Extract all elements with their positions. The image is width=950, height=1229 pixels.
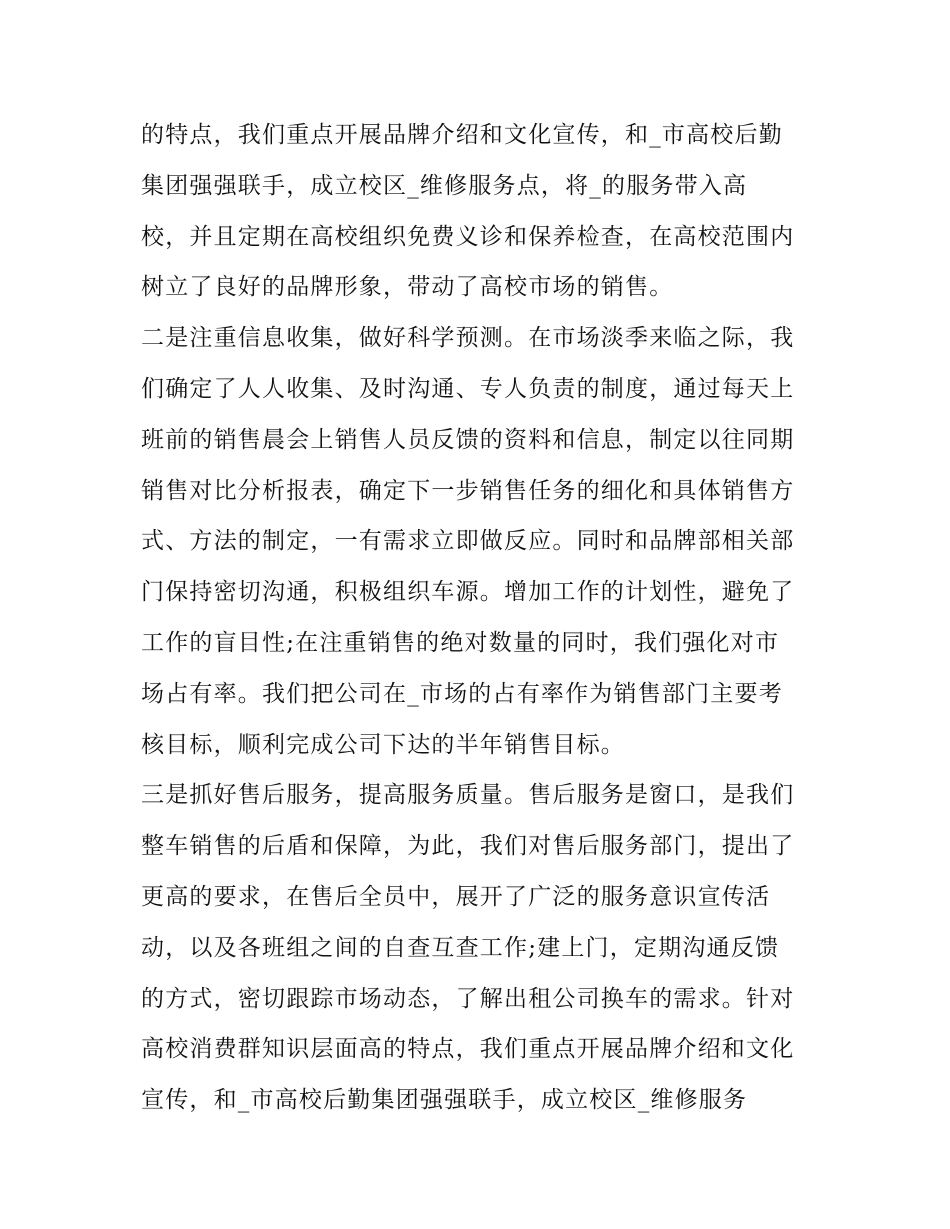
text-line: 动，以及各班组之间的自查互查工作;建上门，定期沟通反馈: [141, 934, 780, 961]
text-line: 二是注重信息收集，做好科学预测。在市场淡季来临之际，我: [141, 325, 795, 352]
text-line: 的特点，我们重点开展品牌介绍和文化宣传，和_市高校后勤: [141, 122, 783, 148]
text-line: 宣传，和_市高校后勤集团强强联手，成立校区_维修服务: [141, 1087, 748, 1114]
text-line: 树立了良好的品牌形象，带动了高校市场的销售。: [141, 274, 674, 301]
text-line: 工作的盲目性;在注重销售的绝对数量的同时，我们强化对市: [141, 629, 780, 656]
text-line: 的方式，密切跟踪市场动态，了解出租公司换车的需求。针对: [141, 985, 795, 1012]
text-line: 场占有率。我们把公司在_市场的占有率作为销售部门主要考: [141, 680, 783, 707]
text-line: 高校消费群知识层面高的特点，我们重点开展品牌介绍和文化: [141, 1036, 795, 1063]
text-line: 三是抓好售后服务，提高服务质量。售后服务是窗口，是我们: [141, 782, 795, 809]
text-line: 班前的销售晨会上销售人员反馈的资料和信息，制定以往同期: [141, 426, 795, 453]
text-line: 校，并且定期在高校组织免费义诊和保养检查，在高校范围内: [141, 223, 795, 250]
text-line: 核目标，顺利完成公司下达的半年销售目标。: [141, 731, 625, 758]
text-line: 整车销售的后盾和保障，为此，我们对售后服务部门，提出了: [141, 833, 795, 860]
text-line: 式、方法的制定，一有需求立即做反应。同时和品牌部相关部: [141, 528, 795, 555]
text-line: 更高的要求，在售后全员中，展开了广泛的服务意识宣传活: [141, 883, 771, 910]
text-line: 销售对比分析报表，确定下一步销售任务的细化和具体销售方: [141, 477, 795, 504]
text-line: 集团强强联手，成立校区_维修服务点，将_的服务带入高: [141, 172, 748, 199]
document-body: [141, 110, 821, 1126]
text-line: 门保持密切沟通，积极组织车源。增加工作的计划性，避免了: [141, 579, 795, 606]
text-line: 们确定了人人收集、及时沟通、专人负责的制度，通过每天上: [141, 375, 795, 402]
